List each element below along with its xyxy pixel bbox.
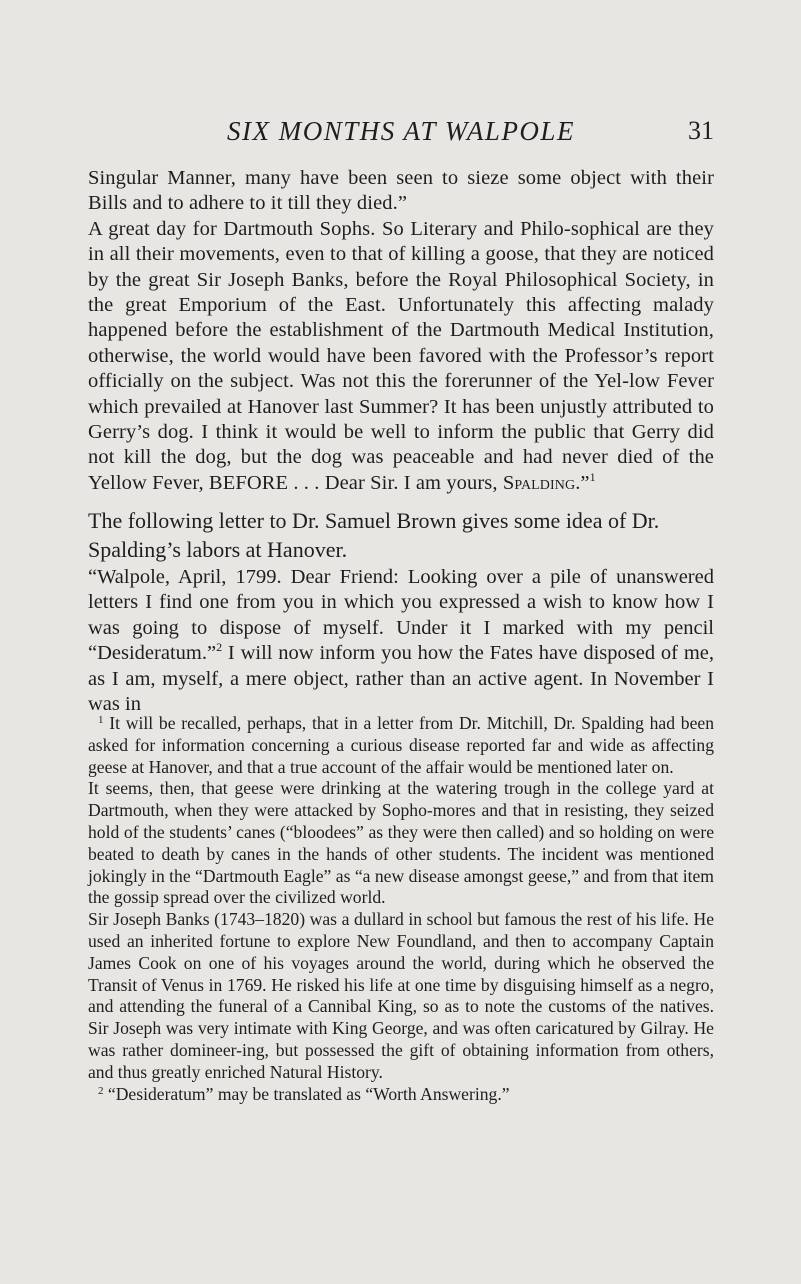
footnote-1 [88,713,714,778]
letter-excerpt [88,565,714,717]
footnote-ref-2: 2 [216,640,223,655]
footnote-2-text: “Desideratum” may be translated as “Worth Answering.” [107,1083,510,1104]
footnote-1-mark: 1 [98,714,104,726]
paragraph-text: A great day for Dartmouth Sophs. So Literary and Philo-sophical are they in all their movements, even to that of killing a goose, that they are noticed by the great Sir Joseph Banks, before the Royal Philosophical Society, in the great Emporium of the East. Unfortunately this affecting malady happened before the establishment of the Dartmouth Medical Institution, otherwise, the world would have been favored with the Professor’s report officially on the subject. Was not this the forerunner of the Yel-low Fever which prevailed at Hanover last Summer? It has been unjustly attributed to Gerry’s dog. I think it would be well to inform the public that Gerry did not kill the dog, but the dog was peaceable and had never died of the Yellow Fever, BEFORE . . . Dear Sir. I am yours, [88,217,714,494]
letter-text-start: “Walpole, April, 1799. Dear Friend: Looking over a pile of unanswered letters I find one from you in which you expressed a wish to know how I was going to dispose of myself. Under it I marked with my pencil “Desideratum.” [88,566,714,665]
page-number: 31 [688,116,714,145]
footnote-1-text: It will be recalled, perhaps, that in a letter from Dr. Mitchill, Dr. Spalding had been asked for information concerning a curious disease reported far and wide as affecting geese at Hanover, and that a true account of the affair would be mentioned later on. [88,713,714,777]
body-text [88,166,714,496]
page-header [88,114,714,148]
paragraph-continuation: Singular Manner, many have been seen to sieze some object with their Bills and to adhere to it till they died.” [88,167,714,215]
letter-paragraph [88,565,714,717]
letter-text-end: I will now inform you how the Fates have disposed of me, as I am, myself, a mere object, rather than an active agent. In November I was in [88,642,714,716]
signature: Spalding.” [502,471,590,494]
section-heading: The following letter to Dr. Samuel Brown gives some idea of Dr. Spalding’s labors at Hanover. [88,508,660,562]
footnote-2 [88,1084,714,1106]
footnotes [88,713,714,1105]
footnote-ref-1: 1 [589,469,596,484]
footnote-2-mark: 2 [98,1084,104,1097]
footnote-1-continued: It seems, then, that geese were drinking at the watering trough in the college yard at Dartmouth, when they were attacked by Sopho-mores and that in resisting, they seized hold of the students’ canes (“bloodees” as they were then called) and so holding on were beated to death by canes in the hands of other students. The incident was mentioned jokingly in the “Dartmouth Eagle” as “a new disease amongst geese,” and from that item the gossip spread over the civilized world. [88,778,714,908]
paragraph-dartmouth-sophs [88,217,714,496]
footnote-1-banks: Sir Joseph Banks (1743–1820) was a dullard in school but famous the rest of his life. He used an inherited fortune to explore New Foundland, and then to accompany Captain James Cook on one of his voyages around the world, during which he observed the Transit of Venus in 1769. He risked his life at one time by disguising himself as a negro, and attending the funeral of a Cannibal King, so as to note the customs of the natives. Sir Joseph was very intimate with King George, and was often caricatured by Gilray. He was rather domineer-ing, but possessed the gift of obtaining information from others, and thus greatly enriched Natural History. [88,909,714,1082]
running-title: SIX MONTHS AT WALPOLE [227,116,575,146]
